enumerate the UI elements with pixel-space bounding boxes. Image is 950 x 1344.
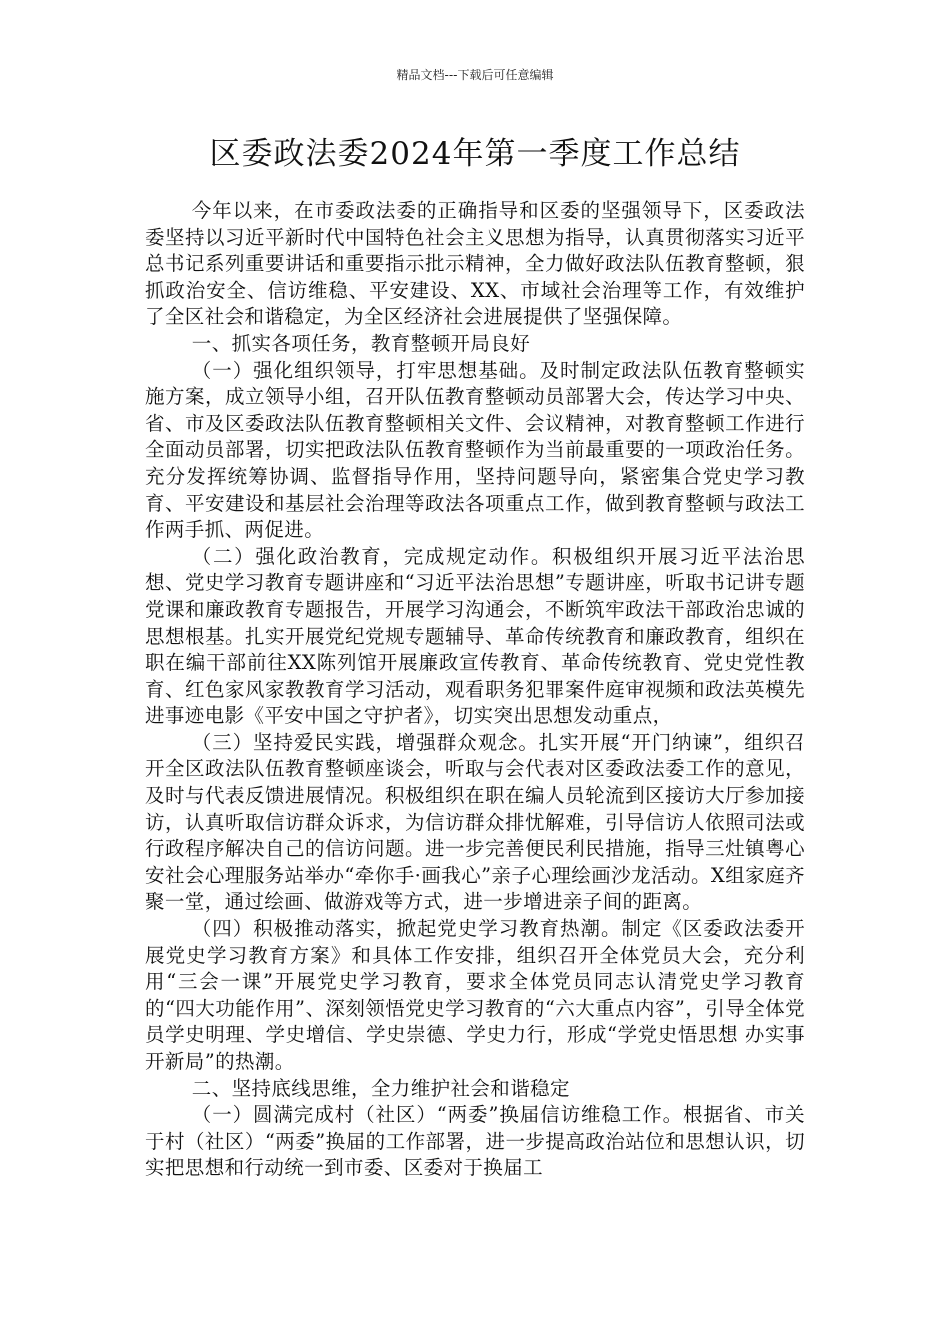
intro-paragraph: 今年以来，在市委政法委的正确指导和区委的坚强领导下，区委政法委坚持以习近平新时代中国特色社会主义思想为指导，认真贯彻落实习近平总书记系列重要讲话和重要指示批示精神，全力做好政法队伍教育整顿，狠抓政治安全、信访维稳、平安建设、XX、市域社会治理等工作，有效维护了全区社会和谐稳定，为全区经济社会进展提供了坚强保障。 xyxy=(145,199,805,329)
section-heading-2: 二、坚持底线思维，全力维护社会和谐稳定 xyxy=(191,1076,570,1100)
document-title: 区委政法委2024年第一季度工作总结 xyxy=(209,136,741,172)
body-paragraph: （三）坚持爱民实践，增强群众观念。扎实开展“开门纳谏”，组织召开全区政法队伍教育整顿座谈会，听取与会代表对区委政法委工作的意见，及时与代表反馈进展情况。积极组织在职在编人员轮流到区接访大厅参加接访，认真听取信访群众诉求，为信访群众排忧解难，引导信访人依照司法或行政程序解决自己的信访问题。进一步完善便民利民措施，指导三灶镇粤心安社会心理服务站举办“牵你手·画我心”亲子心理绘画沙龙活动。X组家庭齐聚一堂，通过绘画、做游戏等方式，进一步增进亲子间的距离。 xyxy=(145,730,805,914)
document-body xyxy=(145,198,805,1182)
header-note: 精品文档---下载后可任意编辑 xyxy=(396,68,554,82)
body-paragraph: （一）圆满完成村（社区）“两委”换届信访维稳工作。根据省、市关于村（社区）“两委”换届的工作部署，进一步提高政治站位和思想认识，切实把思想和行动统一到市委、区委对于换届工 xyxy=(145,1103,805,1180)
body-paragraph: （一）强化组织领导，打牢思想基础。及时制定政法队伍教育整顿实施方案，成立领导小组，召开队伍教育整顿动员部署大会，传达学习中央、省、市及区委政法队伍教育整顿相关文件、会议精神，对教育整顿工作进行全面动员部署，切实把政法队伍教育整顿作为当前最重要的一项政治任务。充分发挥统筹协调、监督指导作用，坚持问题导向，紧密集合党史学习教育、平安建设和基层社会治理等政法各项重点工作，做到教育整顿与政法工作两手抓、两促进。 xyxy=(145,358,805,542)
body-paragraph: （四）积极推动落实，掀起党史学习教育热潮。制定《区委政法委开展党史学习教育方案》和具体工作安排，组织召开全体党员大会，充分利用“三会一课”开展党史学习教育，要求全体党员同志认清党史学习教育的“四大功能作用”、深刻领悟党史学习教育的“六大重点内容”，引导全体党员学史明理、学史增信、学史崇德、学史力行，形成“学党史悟思想 办实事 开新局”的热潮。 xyxy=(145,917,805,1073)
section-heading-1: 一、抓实各项任务，教育整顿开局良好 xyxy=(191,331,531,355)
body-paragraph: （二）强化政治教育，完成规定动作。积极组织开展习近平法治思想、党史学习教育专题讲座和“习近平法治思想”专题讲座，听取书记讲专题党课和廉政教育专题报告，开展学习沟通会，不断筑牢政法干部政治忠诚的思想根基。扎实开展党纪党规专题辅导、革命传统教育和廉政教育，组织在职在编干部前往XX陈列馆开展廉政宣传教育、革命传统教育、党史党性教育、红色家风家教教育学习活动，观看职务犯罪案件庭审视频和政法英模先进事迹电影《平安中国之守护者》，切实突出思想发动重点， xyxy=(145,544,805,728)
